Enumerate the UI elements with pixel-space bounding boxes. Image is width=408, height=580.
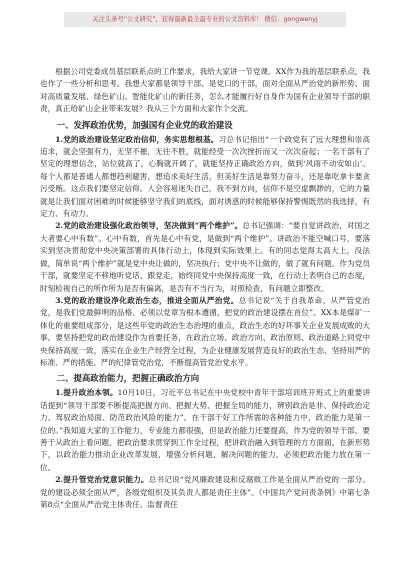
section-2-item-2	[40, 474, 370, 511]
item-lead: 3.党的政治建设净化政治生态，推进全面从严治党。	[55, 295, 239, 305]
section-1-heading: 一、发挥政治优势，加强国有企业党的政治建设	[56, 119, 233, 130]
section-2-item-1	[40, 387, 370, 474]
item-body: 总书记说“关于自我革命、从严管党治党，是我们党最鲜明的品格、必须以党章为根本遵循，把党的政治建设摆在首位”。XX本是煤矿一体化的重要组成部分，是这些年党的政治生态治理的重点，政治生态的好坏事关企业发展成败的大事。要坚持把党的政治建设作为首要任务，在政治立场、政治方向、政治原则、政治道路上同党中央保持高度一致，落实在企业生产经营全过程，为企业健康发展营造良好的政治生态，坚持用严的标准、严的措施、严的纪律管党治党，不断提高管党治党水平。	[40, 295, 370, 367]
section-1-item-1	[40, 134, 370, 221]
section-2-heading: 二、提高政治能力，把握正确政治方向	[56, 373, 200, 384]
section-1-item-2	[40, 220, 370, 294]
document-body	[40, 66, 370, 511]
promo-banner: 关注头条号“公文研究”，获得最新最全最专业的公文资料库！ 微信：gongwenyj	[64, 12, 346, 27]
item-lead: 1.提升政治本领。	[55, 388, 118, 398]
item-lead: 2.提升管党治党意识能力。	[55, 475, 149, 485]
item-body: 10月10日，习近平总书记在中央党校中青年干部培训班开班式上的重要讲话提到“领导干部要不断提高把握方向、把握大势、把握全局的能力，辨别政治是非、保持政治定力、驾驭政治局面、防范政治风险的能力”。在干部干好工作所需的各种能力中，政治能力是第一位的。”我知道大家的工作能力，专业能力都很强，但是政治能力还要提高，作为党的领导干部，要善于从政治上看问题，把政治要求贯穿到工作全过程，把讲政治融入到管理的方方面面，在新形势下，以政治能力推动企业改革发展，增强分析问题、解决问题的能力，必须把政治能力放在第一位。	[40, 388, 370, 472]
item-lead: 2.党的政治建设强化政治领导，坚决做到“两个维护”。	[55, 221, 243, 231]
intro-paragraph: 根据公司党委成员基层联系点的工作要求，我给大家讲一节党课。XX作为我的基层联系点，我也作了一些分析和思考。我想大家都是领导干部、是党口的干部，面对全面从严治党的新形势、面对高质量发展、绿色矿山、智能化矿山的新任务，怎么才能履行好自身作为国有企业领导干部的职责，真正给矿山企业带来发展？我从三个方面和大家作个交流。	[40, 67, 370, 114]
item-body: 总书记强调：“要自觉讲政治，对国之大者要心中有数”。心中有数，首先是心中有党，是做到“两个维护”。讲政治不能空喊口号，要落实到坚决贯彻党中央决策部署的具体行动上，体现到实际效果上。有的同志觉得太高大上，没法做，简单说“两个维护”就是党中央让做的，坚决执行；党中央不让做的，做了就有问题。作为党员干部，就要坚定不移地听党话、跟党走，始终同党中央保持高度一致，在行动上表明自己的态度，时刻检视自己的所作所为是否有偏离，是否有不当行为，对照检查，有问题立即整改。	[40, 221, 370, 293]
section-1-item-3	[40, 295, 370, 369]
item-lead: 1.党的政治建设坚定政治信仰，务实思想根基。	[55, 134, 219, 144]
item-body: 习总书记指出“一个政党有了远大理想和崇高追求，就会坚强有力，无坚不摧，无往不胜，就能经受一次次挫折而又一次次奋起；一名干部有了坚定的理想信念，站位就高了，心胸就开阔了，就能坚持正确政治方向，做到‘风雨不动安如山’。每个人都是普通人都想趋利避害，想追求美好生活，但美好生活是靠努力奋斗，还是靠吃拿卡要贪污受贿。这点我们要坚定信仰。人会容易迷失自己，我不到方向，信仰不是空虚飘渺的，它的力量就是让我们面对困难的时候能够坚守我们的底线，面对诱惑的时候能够保持警惕既然的我选择，有定力、有动力。	[40, 134, 370, 219]
item-body: 总书记说“党风廉政建设和反腐败工作是全面从严治党的一部分。党的建设必须全面从严，各级党组织及其负责人都是责任主体”。《中国共产党问责条例》中第七条第8点“全面从严治党主体责任、监督责任	[40, 475, 370, 509]
